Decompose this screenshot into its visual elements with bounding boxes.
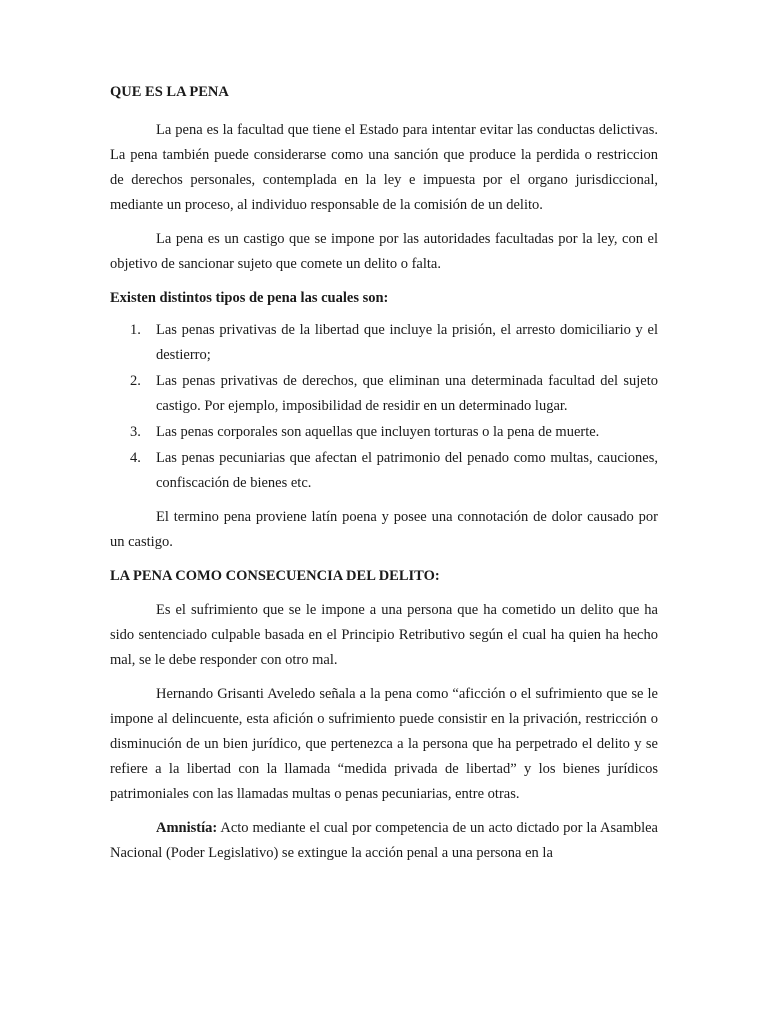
list-item <box>110 420 658 445</box>
document-page <box>110 80 658 875</box>
section-paragraph-2: Hernando Grisanti Aveledo señala a la pena como “aficción o el sufrimiento que se le impone al delincuente, esta afición o sufrimiento puede consistir en la privación, restricción o disminución de un bien jurídico, que pertenezca a la persona que ha perpetrado el delito y se refiere a la libertad con la llamada “medida privada de libertad” y los bienes jurídicos patrimoniales con las llamadas multas o penas pecuniarias, entre otras. <box>110 686 658 802</box>
list-item-text: Las penas privativas de derechos, que eliminan una determinada facultad del sujeto castigo. Por ejemplo, imposibilidad de residir en un determinado lugar. <box>156 373 658 414</box>
list-item-number: 4. <box>130 450 141 466</box>
list-item <box>110 369 658 419</box>
types-list <box>110 318 658 496</box>
intro-paragraph-1: La pena es la facultad que tiene el Estado para intentar evitar las conductas delictivas. La pena también puede considerarse como una sanción que produce la perdida o restriccion de derechos personales, contemplada en la ley e impuesta por el organo jurisdiccional, mediante un proceso, al individuo responsable de la comisión de un delito. <box>110 122 658 213</box>
list-item-text: Las penas privativas de la libertad que incluye la prisión, el arresto domiciliario y el destierro; <box>156 322 658 363</box>
amnistia-text: Acto mediante el cual por competencia de un acto dictado por la Asamblea Nacional (Poder Legislativo) se extingue la acción penal a una persona en la <box>110 820 658 861</box>
list-item-number: 2. <box>130 373 141 389</box>
intro-paragraph-2: La pena es un castigo que se impone por las autoridades facultadas por la ley, con el objetivo de sancionar sujeto que comete un delito o falta. <box>110 231 658 272</box>
section-title: LA PENA COMO CONSECUENCIA DEL DELITO: <box>110 568 440 584</box>
list-item-text: Las penas pecuniarias que afectan el patrimonio del penado como multas, cauciones, confiscación de bienes etc. <box>156 450 658 491</box>
amnistia-term: Amnistía: <box>156 820 218 836</box>
list-item-text: Las penas corporales son aquellas que incluyen torturas o la pena de muerte. <box>156 424 600 440</box>
list-item-number: 1. <box>130 322 141 338</box>
amnistia-paragraph <box>110 816 658 866</box>
types-heading: Existen distintos tipos de pena las cuales son: <box>110 290 389 306</box>
section-paragraph-1: Es el sufrimiento que se le impone a una persona que ha cometido un delito que ha sido sentenciado culpable basada en el Principio Retributivo según el cual ha quien ha hecho mal, se le debe responder con otro mal. <box>110 602 658 668</box>
page-title: QUE ES LA PENA <box>110 84 229 100</box>
list-item <box>110 446 658 496</box>
list-item-number: 3. <box>130 424 141 440</box>
list-item <box>110 318 658 368</box>
etymology-paragraph: El termino pena proviene latín poena y posee una connotación de dolor causado por un castigo. <box>110 509 658 550</box>
